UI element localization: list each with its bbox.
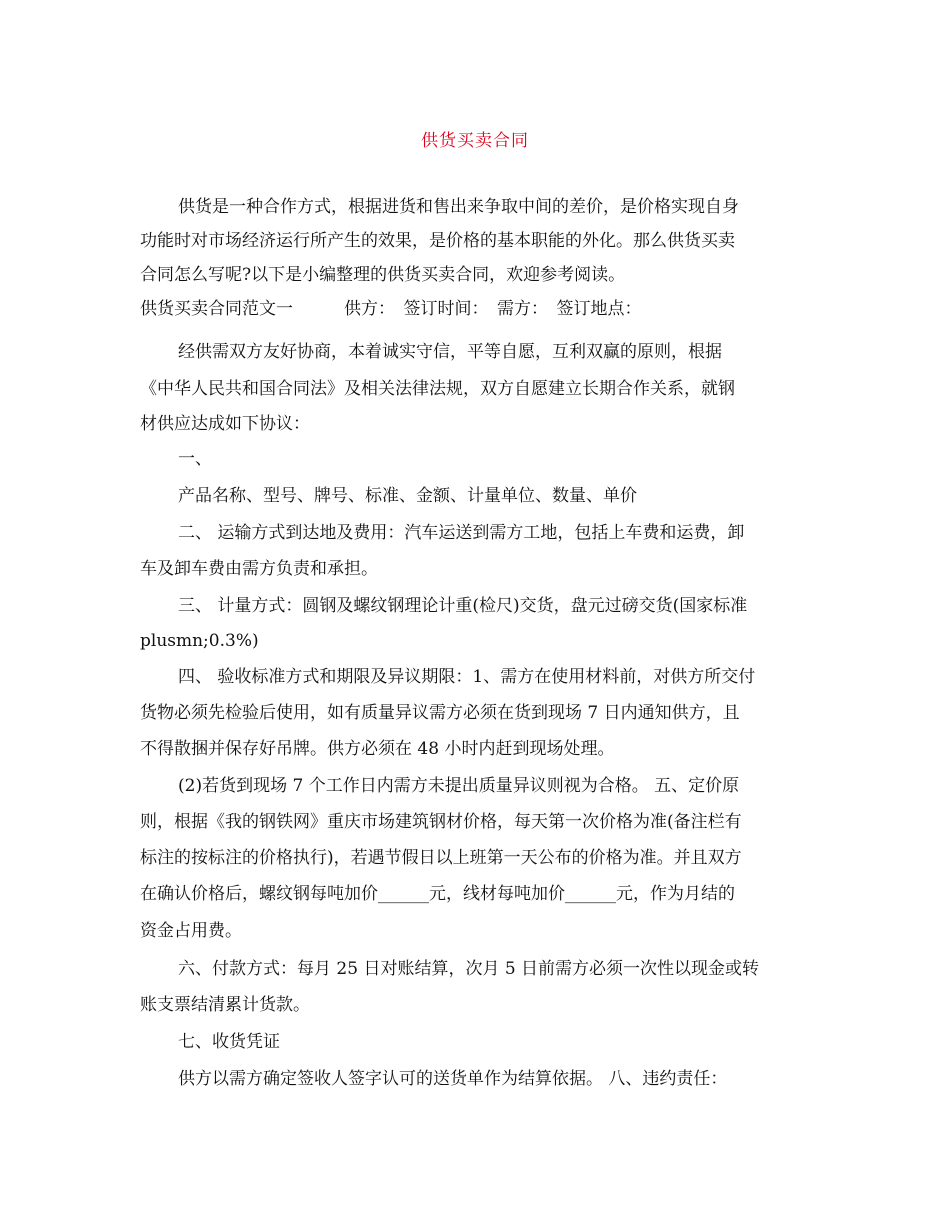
paragraph-line: 标注的按标注的价格执行)，若遇节假日以上班第一天公布的价格为准。并且双方 [140,848,742,868]
paragraph-line: 账支票结清累计货款。 [140,995,310,1015]
paragraph-line: 三、 计量方式：圆钢及螺纹钢理论计重(检尺)交货，盘元过磅交货(国家标准 [178,596,748,616]
paragraph-line: 供方以需方确定签收人签字认可的送货单作为结算依据。 八、违约责任： [178,1069,728,1089]
paragraph-line: 不得散捆并保存好吊牌。供方必须在 48 小时内赶到现场处理。 [140,739,615,759]
paragraph-line: 材供应达成如下协议： [140,414,310,434]
paragraph-line: (2)若货到现场 7 个工作日内需方未提出质量异议则视为合格。 五、定价原 [178,776,740,796]
paragraph-line: 合同怎么写呢?以下是小编整理的供货买卖合同，欢迎参考阅读。 [140,265,626,285]
paragraph-line: 在确认价格后，螺纹钢每吨加价______元，线材每吨加价______元，作为月结的 [140,884,735,904]
paragraph-line: plusmn;0.3%) [140,631,259,651]
paragraph-line: 货物必须先检验后使用，如有质量异议需方必须在货到现场 7 日内通知供方，且 [140,703,740,723]
document-title: 供货买卖合同 [421,131,529,151]
paragraph-line: 经供需双方友好协商，本着诚实守信，平等自愿，互利双赢的原则，根据 [178,342,722,362]
paragraph-line: 功能时对市场经济运行所产生的效果，是价格的基本职能的外化。那么供货买卖 [140,231,735,251]
paragraph-line: 则，根据《我的钢铁网》重庆市场建筑钢材价格，每天第一次价格为准(备注栏有 [140,812,742,832]
paragraph-line: 供货是一种合作方式，根据进货和售出来争取中间的差价，是价格实现自身 [178,197,739,217]
paragraph-line: 供货买卖合同范文一 供方： 签订时间： 需方： 签订地点： [140,299,642,319]
paragraph-line: 资金占用费。 [140,921,242,941]
paragraph-line: 一、 [178,449,212,469]
paragraph-line: 车及卸车费由需方负责和承担。 [140,559,378,579]
paragraph-line: 七、收货凭证 [178,1032,280,1052]
paragraph-line: 六、付款方式：每月 25 日对账结算，次月 5 日前需方必须一次性以现金或转 [178,959,760,979]
paragraph-line: 产品名称、型号、牌号、标准、金额、计量单位、数量、单价 [178,486,637,506]
paragraph-line: 《中华人民共和国合同法》及相关法律法规，双方自愿建立长期合作关系，就钢 [140,379,735,399]
paragraph-line: 二、 运输方式到达地及费用：汽车运送到需方工地，包括上车费和运费，卸 [178,523,745,543]
paragraph-line: 四、 验收标准方式和期限及异议期限：1、需方在使用材料前，对供方所交付 [178,667,756,687]
